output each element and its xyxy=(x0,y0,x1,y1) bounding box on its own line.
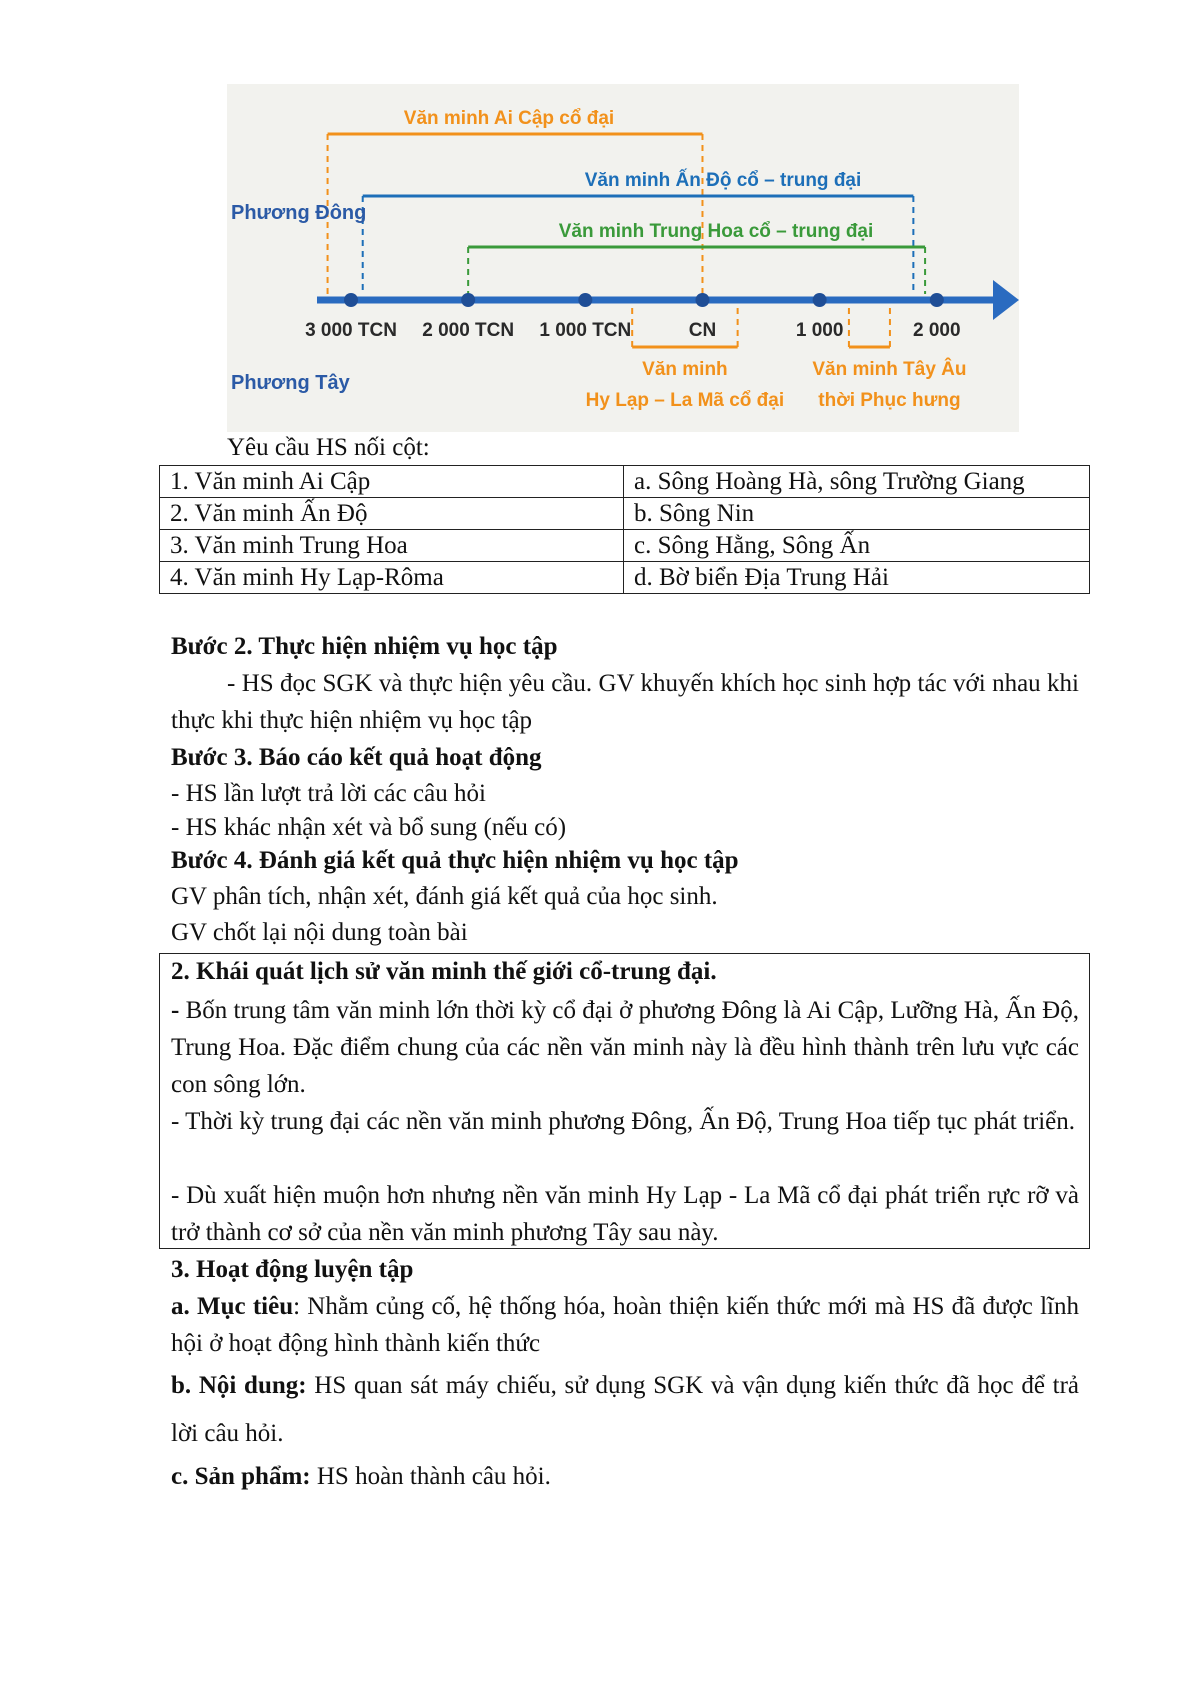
timeline-tick-dot xyxy=(344,293,358,307)
civilization-cell: 1. Văn minh Ai Cập xyxy=(160,466,624,498)
activity-content-label: b. Nội dung: xyxy=(171,1372,307,1399)
activity-objective-text: : Nhằm củng cố, hệ thống hóa, hoàn thiện kiến thức mới mà HS đã được lĩnh hội ở hoạt động hình thành kiến thức xyxy=(171,1293,1079,1357)
timeline-tick-label: 3 000 TCN xyxy=(305,320,397,341)
activity-product xyxy=(171,1459,1079,1495)
summary-paragraph-1 xyxy=(171,992,1079,1103)
summary-paragraph-1-text: Bốn trung tâm văn minh lớn thời kỳ cổ đại ở phương Đông là Ai Cập, Lưỡng Hà, Ấn Độ, Trung Hoa. Đặc điểm chung của các nền văn minh này là đều hình thành trên lưu vực các con sông lớn. xyxy=(171,997,1079,1098)
timeline-tick-label: 2 000 xyxy=(913,320,961,341)
eastern-span-label: Văn minh Trung Hoa cổ – trung đại xyxy=(558,221,874,242)
region-label-east: Phương Đông xyxy=(231,202,367,224)
western-span-label-line1: Văn minh Tây Âu xyxy=(812,359,967,380)
summary-heading: 2. Khái quát lịch sử văn minh thế giới cổ-trung đại. xyxy=(171,958,717,985)
eastern-span-label: Văn minh Ai Cập cổ đại xyxy=(403,108,615,129)
summary-box xyxy=(159,953,1090,1249)
summary-paragraph-1-dash: - xyxy=(171,997,186,1024)
intro-text: Yêu cầu HS nối cột: xyxy=(227,434,430,461)
river-cell: c. Sông Hằng, Sông Ấn xyxy=(624,530,1090,562)
timeline-tick-label: 2 000 TCN xyxy=(422,320,515,341)
timeline-tick-label: 1 000 TCN xyxy=(539,320,632,341)
civilization-cell: 3. Văn minh Trung Hoa xyxy=(160,530,624,562)
activity-product-text: HS hoàn thành câu hỏi. xyxy=(310,1463,551,1490)
step3-heading: Bước 3. Báo cáo kết quả hoạt động xyxy=(171,744,542,771)
timeline-tick-dot xyxy=(813,293,827,307)
summary-paragraph-3: - Dù xuất hiện muộn hơn nhưng nền văn minh Hy Lạp - La Mã cổ đại phát triển rực rỡ và trở thành cơ sở của nền văn minh phương Tây sau này. xyxy=(171,1182,1079,1246)
step4-heading: Bước 4. Đánh giá kết quả thực hiện nhiệm vụ học tập xyxy=(171,847,739,874)
activity-objective xyxy=(171,1288,1079,1362)
matching-table-row xyxy=(160,498,1090,530)
step4-line-1: GV phân tích, nhận xét, đánh giá kết quả của học sinh. xyxy=(171,883,718,910)
timeline-tick-label: 1 000 xyxy=(795,320,844,341)
river-cell: d. Bờ biển Địa Trung Hải xyxy=(624,562,1090,594)
matching-table xyxy=(159,465,1090,594)
timeline-tick-dot xyxy=(695,293,709,307)
river-cell: b. Sông Nin xyxy=(624,498,1090,530)
region-label-west: Phương Tây xyxy=(231,372,350,394)
western-span-label-line2: Hy Lạp – La Mã cổ đại xyxy=(585,390,785,411)
timeline-tick-label: CN xyxy=(688,320,717,341)
step4-line-2: GV chốt lại nội dung toàn bài xyxy=(171,919,468,946)
summary-paragraph-2: - Thời kỳ trung đại các nền văn minh phương Đông, Ấn Độ, Trung Hoa tiếp tục phát triển. xyxy=(171,1108,1075,1135)
activity-content-text: HS quan sát máy chiếu, sử dụng SGK và vận dụng kiến thức đã học để trả lời câu hỏi. xyxy=(171,1372,1079,1447)
civilization-timeline-figure xyxy=(227,84,1019,432)
western-span-label-line2: thời Phục hưng xyxy=(818,390,961,411)
timeline-tick-dot xyxy=(578,293,592,307)
activity-heading: 3. Hoạt động luyện tập xyxy=(171,1256,414,1283)
activity-content xyxy=(171,1362,1079,1458)
step2-body: - HS đọc SGK và thực hiện yêu cầu. GV khuyến khích học sinh hợp tác với nhau khi thực khi thực hiện nhiệm vụ học tập xyxy=(171,670,1079,734)
matching-table-row xyxy=(160,466,1090,498)
step2-heading: Bước 2. Thực hiện nhiệm vụ học tập xyxy=(171,633,558,660)
step3-line-2: - HS khác nhận xét và bổ sung (nếu có) xyxy=(171,814,567,841)
civilization-cell: 2. Văn minh Ấn Độ xyxy=(160,498,624,530)
activity-product-label: c. Sản phẩm: xyxy=(171,1463,311,1490)
matching-table-row xyxy=(160,562,1090,594)
timeline-tick-dot xyxy=(930,293,944,307)
timeline-tick-dot xyxy=(461,293,475,307)
matching-table-row xyxy=(160,530,1090,562)
eastern-span-label: Văn minh Ấn Độ cổ – trung đại xyxy=(584,170,862,191)
western-span-label-line1: Văn minh xyxy=(642,359,728,380)
river-cell: a. Sông Hoàng Hà, sông Trường Giang xyxy=(624,466,1090,498)
activity-objective-label: a. Mục tiêu xyxy=(171,1293,294,1320)
civilization-cell: 4. Văn minh Hy Lạp-Rôma xyxy=(160,562,624,594)
step3-line-1: - HS lần lượt trả lời các câu hỏi xyxy=(171,780,486,807)
